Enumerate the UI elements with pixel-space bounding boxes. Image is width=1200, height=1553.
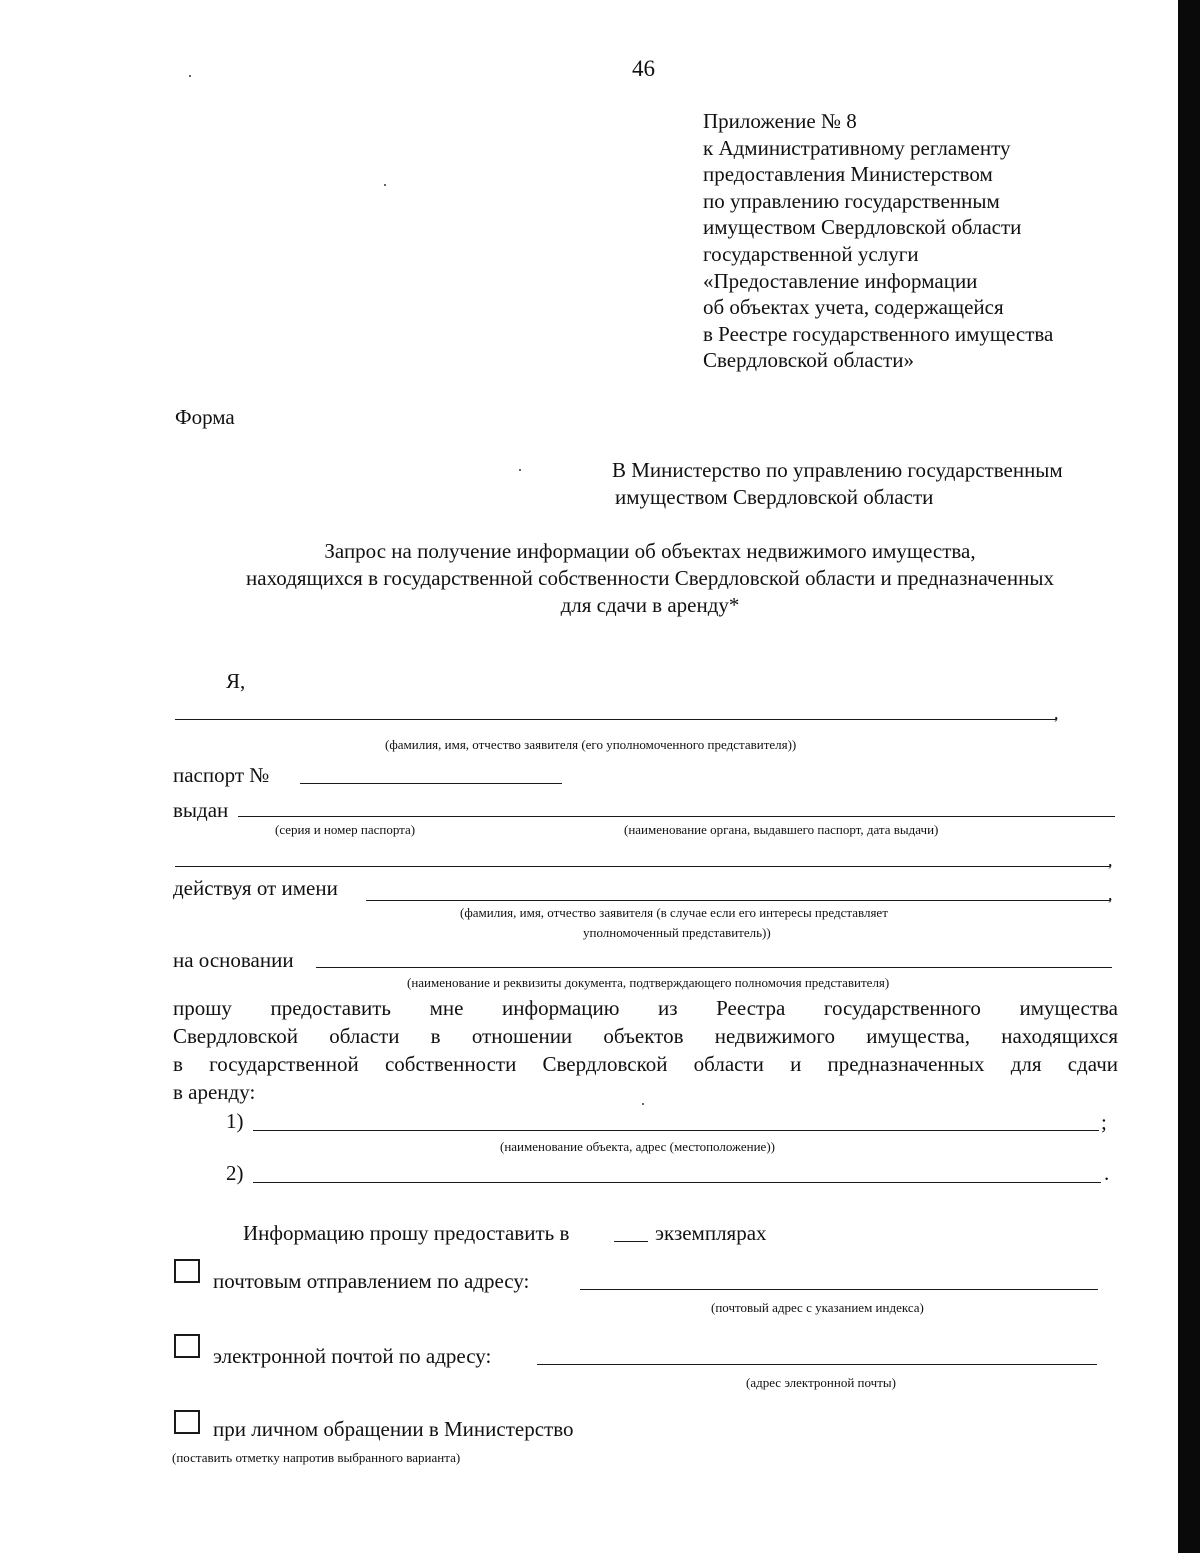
- appendix-line: об объектах учета, содержащейся: [703, 295, 1004, 320]
- page-number: 46: [632, 56, 655, 81]
- object-field-2[interactable]: [253, 1182, 1101, 1183]
- in-person-option-label: при личном обращении в Министерство: [213, 1417, 574, 1441]
- item-number-1: 1): [226, 1109, 244, 1133]
- passport-label: паспорт №: [173, 763, 270, 787]
- appendix-line: к Административному регламенту: [703, 135, 1011, 160]
- issued-comma: ,: [1108, 850, 1113, 870]
- ya-label: Я,: [226, 669, 246, 693]
- acting-note-1: (фамилия, имя, отчество заявителя (в случае если его интересы представляет: [460, 905, 888, 920]
- appendix-line: в Реестре государственного имущества: [703, 321, 1054, 346]
- item-end-2: .: [1104, 1161, 1110, 1185]
- postal-address-note: (почтовый адрес с указанием индекса): [711, 1300, 924, 1315]
- appendix-block: [703, 108, 1053, 374]
- email-checkbox[interactable]: [174, 1334, 200, 1358]
- fio-field[interactable]: [175, 719, 1056, 720]
- issuer-note: (наименование органа, выдавшего паспорт, дата выдачи): [624, 822, 939, 837]
- title-line: для сдачи в аренду*: [560, 593, 740, 617]
- acting-comma: ,: [1108, 884, 1113, 904]
- scan-speck: [642, 1103, 644, 1105]
- acting-note-2: уполномоченный представитель)): [583, 925, 771, 940]
- appendix-line: «Предоставление информации: [703, 268, 978, 293]
- scan-edge: [1178, 0, 1200, 1553]
- copies-prefix: Информацию прошу предоставить в: [243, 1221, 570, 1245]
- copies-count-field[interactable]: [614, 1241, 648, 1242]
- appendix-line: Свердловской области»: [703, 348, 914, 373]
- in-person-checkbox[interactable]: [174, 1410, 200, 1434]
- appendix-line: Приложение № 8: [703, 109, 857, 133]
- form-label: Форма: [175, 405, 235, 429]
- fio-comma: ,: [1054, 703, 1059, 723]
- addressee-line-2: имуществом Свердловской области: [615, 485, 934, 509]
- scan-speck: [519, 469, 521, 471]
- issued-field-continued[interactable]: [175, 866, 1110, 867]
- postal-checkbox[interactable]: [174, 1259, 200, 1283]
- passport-series-note: (серия и номер паспорта): [275, 822, 416, 837]
- appendix-line: государственной услуги: [703, 241, 919, 266]
- passport-number-field[interactable]: [300, 783, 562, 784]
- item-end-1: ;: [1101, 1110, 1107, 1134]
- basis-label: на основании: [173, 948, 294, 972]
- object-field-1[interactable]: [253, 1130, 1099, 1131]
- email-option-label: электронной почтой по адресу:: [213, 1344, 492, 1368]
- request-paragraph: [173, 994, 1118, 1106]
- scan-speck: [189, 75, 191, 77]
- title-line: находящихся в государственной собственности Свердловской области и предназначенных: [246, 566, 1054, 590]
- issued-label: выдан: [173, 798, 229, 822]
- scan-speck: [384, 184, 386, 186]
- request-line: в аренду:: [173, 1080, 256, 1104]
- acting-label: действуя от имени: [173, 876, 338, 900]
- document-title: [150, 538, 1150, 619]
- postal-option-label: почтовым отправлением по адресу:: [213, 1269, 530, 1293]
- item-number-2: 2): [226, 1161, 244, 1185]
- acting-field[interactable]: [366, 900, 1110, 901]
- request-line: прошу предоставить мне информацию из Реестра государственного имущества: [173, 996, 1118, 1020]
- addressee-line-1: В Министерство по управлению государственным: [612, 458, 1063, 482]
- appendix-line: имуществом Свердловской области: [703, 215, 1022, 240]
- request-line: Свердловской области в отношении объектов недвижимого имущества, находящихся: [173, 1024, 1118, 1048]
- basis-note: (наименование и реквизиты документа, подтверждающего полномочия представителя): [407, 975, 890, 990]
- object-note: (наименование объекта, адрес (местоположение)): [500, 1139, 775, 1154]
- appendix-line: предоставления Министерством: [703, 162, 993, 187]
- postal-address-field[interactable]: [580, 1289, 1098, 1290]
- email-address-field[interactable]: [537, 1364, 1097, 1365]
- email-address-note: (адрес электронной почты): [746, 1375, 896, 1390]
- request-line: в государственной собственности Свердловской области и предназначенных для сдачи: [173, 1052, 1118, 1076]
- choose-note: (поставить отметку напротив выбранного варианта): [172, 1450, 461, 1465]
- fio-note: (фамилия, имя, отчество заявителя (его уполномоченного представителя)): [385, 737, 797, 752]
- title-line: Запрос на получение информации об объектах недвижимого имущества,: [324, 539, 976, 563]
- copies-suffix: экземплярах: [655, 1221, 767, 1245]
- basis-field[interactable]: [316, 967, 1112, 968]
- appendix-line: по управлению государственным: [703, 188, 1000, 213]
- issued-field[interactable]: [238, 816, 1115, 817]
